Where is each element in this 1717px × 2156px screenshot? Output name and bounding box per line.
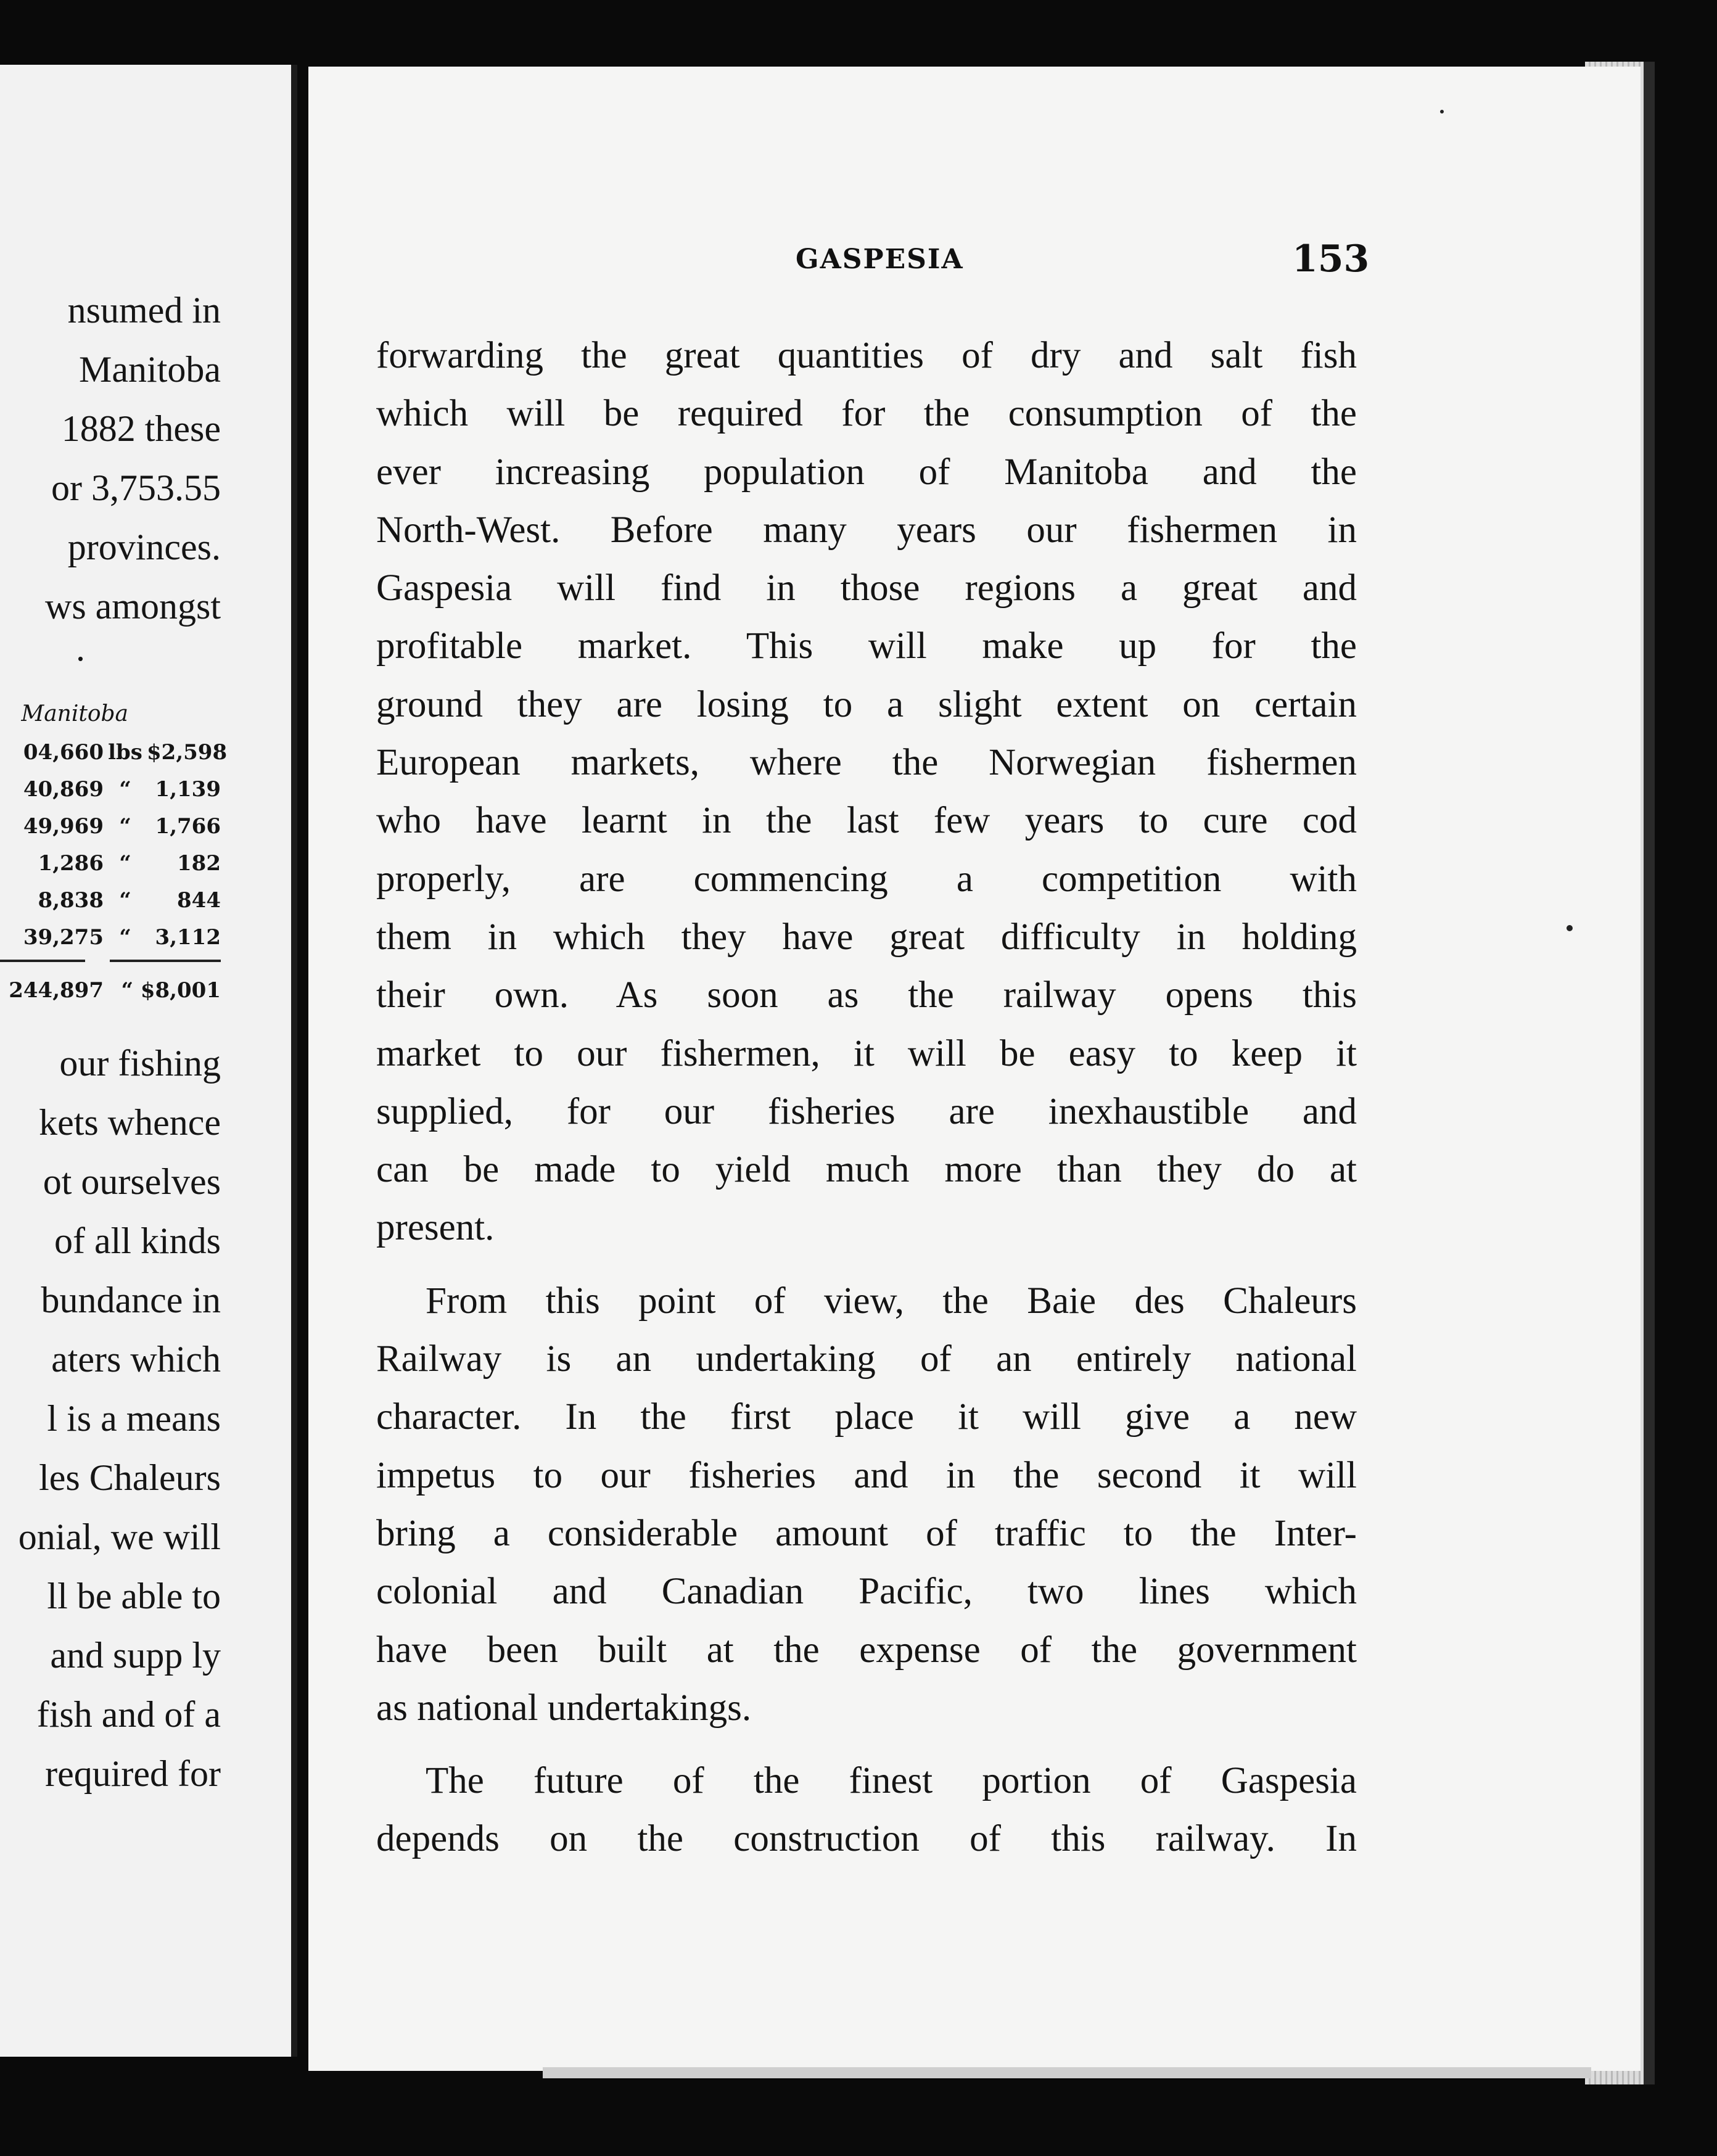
left-line: Manitoba xyxy=(79,349,221,390)
body-text xyxy=(376,327,1357,1869)
text-line: their own. As soon as the railway opens this xyxy=(376,974,1357,1016)
text-line: colonial and Canadian Pacific, two lines which xyxy=(376,1571,1357,1613)
text-line: character. In the first place it will give a new xyxy=(376,1396,1357,1438)
table-cell-unit: “ xyxy=(119,777,131,802)
text-line: ever increasing population of Manitoba and the xyxy=(376,451,1357,493)
text-line: ground they are losing to a slight extent on certain xyxy=(376,683,1357,725)
left-line: provinces. xyxy=(67,527,221,567)
left-page-text xyxy=(0,281,228,1803)
left-line: fish and of a xyxy=(36,1694,221,1735)
text-line: Railway is an undertaking of an entirely national xyxy=(376,1338,1357,1380)
page-number: 153 xyxy=(1292,237,1370,281)
text-line: properly, are commencing a competition with xyxy=(376,858,1357,900)
left-line: 1882 these xyxy=(61,408,221,449)
text-line: profitable market. This will make up for the xyxy=(376,625,1357,667)
table-cell-qty: 1,286 xyxy=(38,851,104,876)
rule-line xyxy=(0,960,85,972)
left-line: our fishing xyxy=(59,1043,221,1084)
left-line: ll be able to xyxy=(47,1576,221,1616)
table-cell-value: 182 xyxy=(177,851,221,876)
left-line: or 3,753.55 xyxy=(51,467,221,508)
left-line: kets whence xyxy=(39,1102,221,1143)
table-cell-value: 844 xyxy=(177,888,221,913)
left-line: of all kinds xyxy=(54,1220,221,1261)
table-cell-value: 1,139 xyxy=(155,777,221,802)
table-cell-unit: “ xyxy=(119,851,131,876)
table-total-rule xyxy=(0,960,221,972)
text-line: as national undertakings. xyxy=(376,1687,752,1729)
left-line: l is a means xyxy=(47,1398,221,1439)
text-line: European markets, where the Norwegian fishermen xyxy=(376,742,1357,784)
left-line: bundance in xyxy=(41,1280,221,1320)
text-line: which will be required for the consumption of the xyxy=(376,393,1357,435)
left-fish-table xyxy=(0,694,228,1009)
text-line: present. xyxy=(376,1207,495,1249)
paragraph-gap xyxy=(376,1737,1357,1752)
text-line: bring a considerable amount of traffic to the Inter- xyxy=(376,1512,1357,1554)
text-line: From this point of view, the Baie des Chaleurs xyxy=(426,1280,1357,1322)
left-dot: . xyxy=(76,628,85,669)
text-line: them in which they have great difficulty in holding xyxy=(376,916,1357,958)
left-facing-page xyxy=(0,65,297,2057)
left-line: ws amongst xyxy=(45,586,221,627)
rule-line xyxy=(110,960,221,972)
text-line: depends on the construction of this railway. In xyxy=(376,1818,1357,1860)
table-row xyxy=(0,808,221,845)
table-total-value: “ $8,001 xyxy=(121,978,221,1003)
left-line: onial, we will xyxy=(18,1516,221,1557)
table-row xyxy=(0,734,228,771)
table-row xyxy=(0,919,221,956)
text-line: supplied, for our fisheries are inexhaustible and xyxy=(376,1090,1357,1132)
page-edge-shadow xyxy=(1644,62,1655,2084)
table-cell-qty: 04,660 xyxy=(23,740,104,765)
table-cell-unit: “ xyxy=(119,814,131,839)
book-gutter xyxy=(291,65,297,2057)
table-row xyxy=(0,771,221,808)
table-total-qty: 244,897 xyxy=(9,978,104,1003)
text-line: who have learnt in the last few years to cure cod xyxy=(376,800,1357,842)
text-line: forwarding the great quantities of dry and salt fish xyxy=(376,335,1357,376)
left-page-text-continued xyxy=(0,1034,221,1803)
table-cell-qty: 49,969 xyxy=(23,814,104,839)
left-table-header: Manitoba xyxy=(21,701,128,726)
left-line: required for xyxy=(45,1753,221,1794)
paragraph-gap xyxy=(376,1257,1357,1272)
page-bottom-shadow xyxy=(543,2067,1591,2078)
left-line: nsumed in xyxy=(67,290,221,331)
table-row xyxy=(0,882,221,919)
text-line: market to our fishermen, it will be easy to keep it xyxy=(376,1032,1357,1074)
text-line: impetus to our fisheries and in the second it will xyxy=(376,1454,1357,1496)
scan-speck xyxy=(1567,925,1573,931)
left-line: les Chaleurs xyxy=(39,1457,221,1498)
left-line: ot ourselves xyxy=(43,1161,221,1202)
left-line: aters which xyxy=(51,1339,221,1380)
text-line: can be made to yield much more than they do at xyxy=(376,1149,1357,1191)
table-cell-value: 3,112 xyxy=(155,925,221,950)
table-row xyxy=(0,845,221,882)
table-cell-unit: lbs xyxy=(108,740,142,765)
running-head: GASPESIA xyxy=(796,244,964,275)
table-cell-unit: “ xyxy=(119,925,131,950)
text-line: The future of the finest portion of Gaspesia xyxy=(426,1760,1357,1802)
table-cell-unit: “ xyxy=(119,888,131,913)
table-cell-value: $2,598 xyxy=(147,740,228,765)
left-line: and supp ly xyxy=(50,1635,221,1676)
table-cell-qty: 39,275 xyxy=(23,925,104,950)
text-line: Gaspesia will find in those regions a great and xyxy=(376,567,1357,609)
text-line: have been built at the expense of the government xyxy=(376,1629,1357,1671)
table-cell-qty: 8,838 xyxy=(38,888,104,913)
table-total-row xyxy=(0,972,221,1009)
table-cell-value: 1,766 xyxy=(155,814,221,839)
text-line: North-West. Before many years our fishermen in xyxy=(376,509,1357,551)
table-cell-qty: 40,869 xyxy=(23,777,104,802)
scan-speck xyxy=(1440,110,1444,113)
